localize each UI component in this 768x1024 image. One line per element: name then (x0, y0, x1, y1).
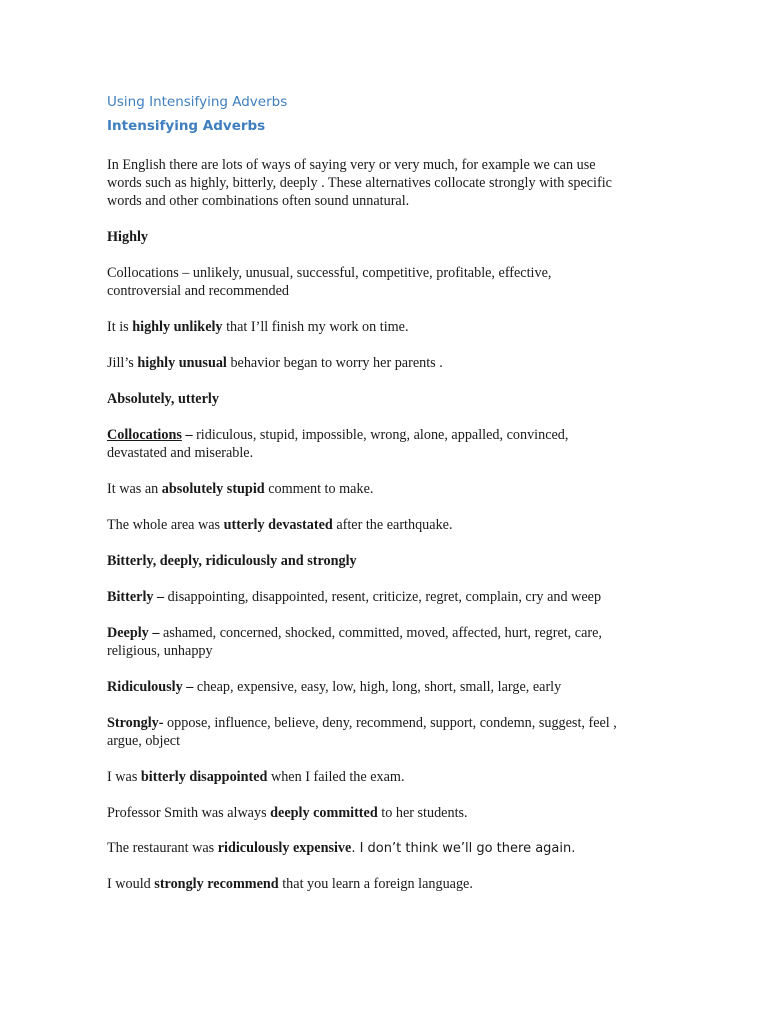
bold-phrase: strongly recommend (154, 876, 279, 892)
highly-heading: Highly (107, 229, 148, 245)
text: comment to make. (264, 481, 374, 497)
deeply-collocations (107, 624, 667, 660)
collocations-line (107, 624, 667, 642)
bold-label: Ridiculously – (107, 679, 194, 695)
bold-phrase: highly unusual (137, 355, 227, 371)
collocations-line: controversial and recommended (107, 283, 289, 299)
dash: – (181, 427, 193, 443)
text: when I failed the exam. (267, 769, 405, 785)
bold-phrase: bitterly disappointed (140, 769, 268, 785)
example-sentence (107, 480, 667, 498)
text: It was an (107, 481, 162, 497)
text: The restaurant was (107, 840, 218, 856)
strongly-collocations (107, 714, 667, 750)
bold-phrase: deeply committed (270, 805, 378, 821)
text: that you learn a foreign language. (278, 876, 473, 892)
intro-paragraph (107, 156, 667, 210)
highly-collocations (107, 264, 667, 300)
text: oppose, influence, believe, deny, recommend, support, condemn, suggest, feel , (163, 715, 617, 731)
text: after the earthquake. (332, 517, 453, 533)
bold-phrase: absolutely stupid (161, 481, 265, 497)
text: I would (107, 876, 155, 892)
text: . I don’t think we’ll go there again. (351, 841, 576, 856)
intro-line: words such as highly, bitterly, deeply . These alternatives collocate strongly with specific (107, 175, 612, 191)
intro-line: words and other combinations often sound unnatural. (107, 193, 410, 209)
collocations-line (107, 714, 667, 732)
bold-label: Bitterly – (107, 589, 165, 605)
collocations-line (107, 426, 667, 444)
bold-label: Strongly- (107, 715, 164, 731)
example-sentence (107, 839, 667, 858)
example-sentence (107, 875, 667, 893)
bold-label: Deeply – (107, 625, 160, 641)
text: cheap, expensive, easy, low, high, long, short, small, large, early (193, 679, 562, 695)
text: ashamed, concerned, shocked, committed, moved, affected, hurt, regret, care, (159, 625, 602, 641)
bold-phrase: ridiculously expensive (217, 840, 352, 856)
text: behavior began to worry her parents . (226, 355, 443, 371)
example-sentence (107, 318, 667, 336)
collocations-label: Collocations (107, 427, 182, 443)
text: to her students. (377, 805, 468, 821)
ridiculously-collocations (107, 678, 667, 696)
example-sentence (107, 516, 667, 534)
example-sentence (107, 354, 667, 372)
bitterly-heading: Bitterly, deeply, ridiculously and strongly (107, 553, 357, 569)
example-sentence (107, 768, 667, 786)
bold-phrase: utterly devastated (223, 517, 333, 533)
intro-line: In English there are lots of ways of saying very or very much, for example we can use (107, 157, 596, 173)
text: that I’ll finish my work on time. (222, 319, 409, 335)
collocations-line: devastated and miserable. (107, 445, 254, 461)
collocations-line: argue, object (107, 733, 181, 749)
collocations-line: Collocations – unlikely, unusual, successful, competitive, profitable, effective, (107, 265, 552, 281)
text: disappointing, disappointed, resent, criticize, regret, complain, cry and weep (164, 589, 602, 605)
text: Professor Smith was always (107, 805, 271, 821)
text: It is (107, 319, 133, 335)
absolutely-heading: Absolutely, utterly (107, 391, 219, 407)
collocations-line: religious, unhappy (107, 643, 213, 659)
text: Jill’s (107, 355, 138, 371)
text: ridiculous, stupid, impossible, wrong, alone, appalled, convinced, (192, 427, 569, 443)
text: I was (107, 769, 141, 785)
absolutely-collocations (107, 426, 667, 462)
document-title: Using Intensifying Adverbs (107, 94, 288, 110)
example-sentence (107, 804, 667, 822)
text: The whole area was (107, 517, 224, 533)
section-heading: Intensifying Adverbs (107, 118, 266, 134)
bitterly-collocations (107, 588, 667, 606)
bold-phrase: highly unlikely (132, 319, 223, 335)
